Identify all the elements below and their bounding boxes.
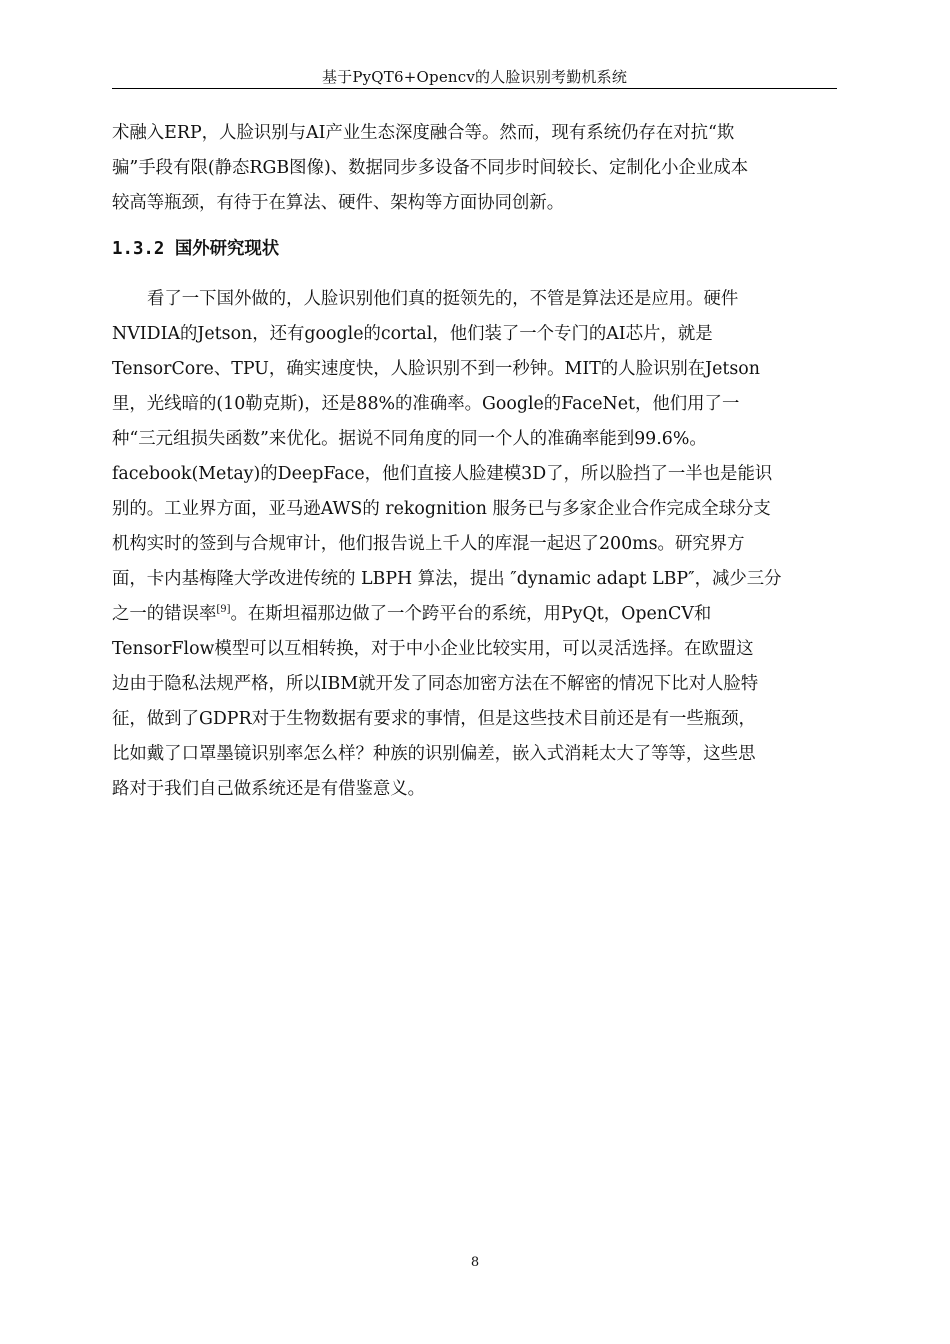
paragraph-line: facebook(Metay)的DeepFace，他们直接人脸建模3D了，所以脸挡了一半也是能识 bbox=[112, 464, 773, 484]
paragraph-intro-continuation bbox=[112, 116, 837, 221]
section-title: 国外研究现状 bbox=[174, 239, 280, 259]
paragraph-line: 征，做到了GDPR对于生物数据有要求的事情，但是这些技术目前还是有一些瓶颈， bbox=[112, 709, 756, 729]
paragraph-line: 路对于我们自己做系统还是有借鉴意义。 bbox=[112, 779, 426, 799]
running-header: 基于PyQT6+Opencv的人脸识别考勤机系统 bbox=[321, 68, 628, 86]
paragraph-line: 种“三元组损失函数”来优化。据说不同角度的同一个人的准确率能到99.6%。 bbox=[112, 429, 707, 449]
paragraph-line: 骗”手段有限(静态RGB图像)、数据同步多设备不同步时间较长、定制化小企业成本 bbox=[112, 158, 749, 178]
paragraph-line: TensorCore、TPU，确实速度快，人脸识别不到一秒钟。MIT的人脸识别在Jetson bbox=[112, 359, 760, 379]
paragraph-line: 里，光线暗的(10勒克斯)，还是88%的准确率。Google的FaceNet，他们用了一 bbox=[112, 394, 740, 414]
paragraph-line: 较高等瓶颈，有待于在算法、硬件、架构等方面协同创新。 bbox=[112, 193, 565, 213]
paragraph-line: 比如戴了口罩墨镜识别率怎么样？种族的识别偏差，嵌入式消耗太大了等等，这些思 bbox=[112, 744, 756, 764]
header-rule bbox=[112, 88, 837, 89]
paragraph-line: 术融入ERP，人脸识别与AI产业生态深度融合等。然而，现有系统仍存在对抗“欺 bbox=[112, 123, 735, 143]
paragraph-line: NVIDIA的Jetson，还有google的cortal，他们装了一个专门的AI芯片，就是 bbox=[112, 324, 713, 344]
citation-reference[interactable]: [9] bbox=[216, 604, 231, 615]
paragraph-line: TensorFlow模型可以互相转换，对于中小企业比较实用，可以灵活选择。在欧盟这 bbox=[112, 639, 754, 659]
paragraph-line: 面，卡内基梅隆大学改进传统的 LBPH 算法，提出 ″dynamic adapt LBP″，减少三分 bbox=[112, 569, 782, 589]
paragraph-foreign-research bbox=[112, 282, 837, 807]
section-heading bbox=[112, 232, 279, 267]
section-number: 1.3.2 bbox=[112, 239, 165, 259]
paragraph-line: 机构实时的签到与合规审计，他们报告说上千人的库混一起迟了200ms。研究界方 bbox=[112, 534, 745, 554]
paragraph-line: 别的。工业界方面，亚马逊AWS的 rekognition 服务已与多家企业合作完成全球分支 bbox=[112, 499, 771, 519]
line-text-after-citation: 。在斯坦福那边做了一个跨平台的系统，用PyQt，OpenCV和 bbox=[230, 604, 712, 624]
paragraph-line: 边由于隐私法规严格，所以IBM就开发了同态加密方法在不解密的情况下比对人脸特 bbox=[112, 674, 759, 694]
line-text-before-citation: 之一的错误率 bbox=[112, 604, 217, 624]
paragraph-line: 看了一下国外做的，人脸识别他们真的挺领先的，不管是算法还是应用。硬件 bbox=[147, 289, 739, 309]
paragraph-line-with-citation bbox=[112, 597, 837, 632]
page-number: 8 bbox=[470, 1255, 480, 1270]
